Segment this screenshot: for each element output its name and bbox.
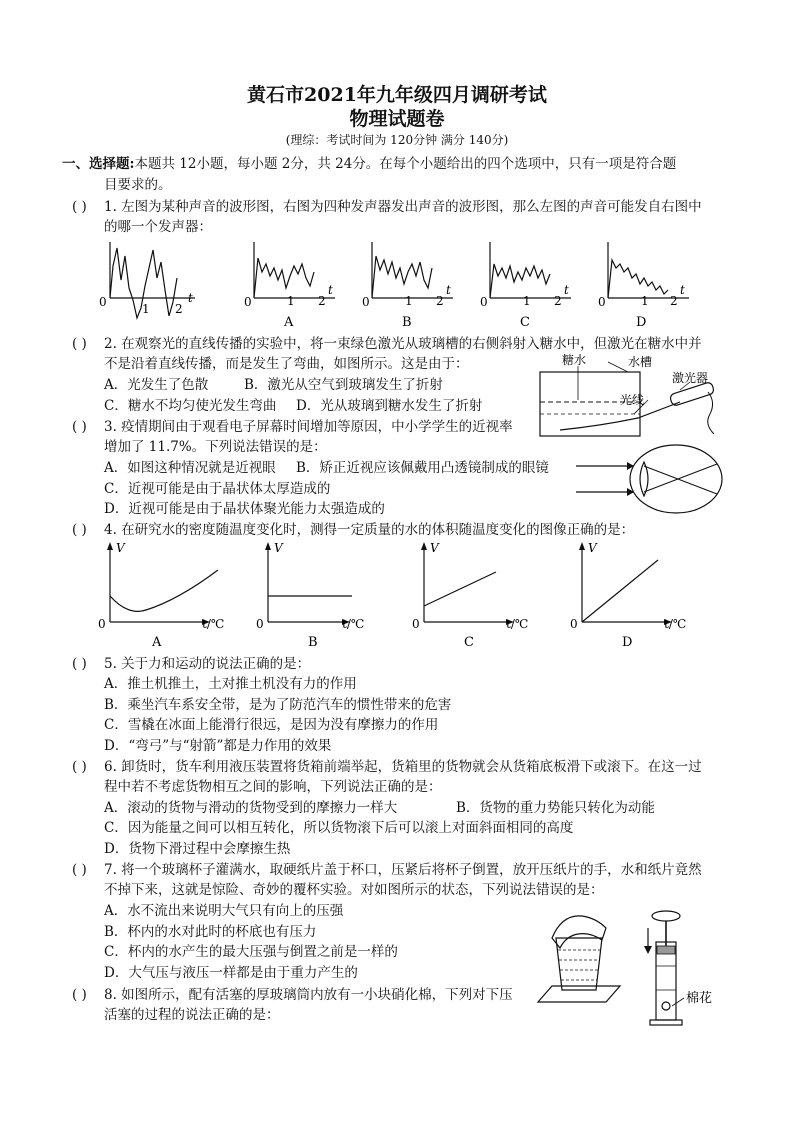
q2-label-tank: 水槽	[628, 355, 653, 369]
q5-option-b: B．乘坐汽车系安全带，是为了防范汽车的惯性带来的危害	[104, 697, 452, 713]
q1-C-tick-1: 1	[523, 294, 531, 308]
q3-paren: ( )	[72, 419, 87, 435]
q1-C-origin: 0	[480, 295, 488, 309]
q2-label-laser: 激光器	[672, 371, 709, 385]
q1-B-axis-t: t	[446, 283, 451, 297]
q4-A-axis-v: V	[116, 541, 125, 555]
q1-line1: 1. 左图为某种声音的波形图，右图为四种发声器发出声音的波形图，那么左图的声音可能发自右图中	[104, 199, 702, 215]
q1-A-axis-t: t	[328, 283, 333, 297]
q2-line1: 2. 在观察光的直线传播的实验中，将一束绿色激光从玻璃槽的右侧斜射入糖水中，但激光在糖水中并	[104, 336, 702, 352]
q1-label-C: C	[520, 315, 530, 330]
q4-D-axis-v: V	[588, 541, 597, 555]
q8-label-cotton: 棉花	[686, 991, 713, 1006]
q2-line2: 不是沿着直线传播，而是发生了弯曲，如图所示。这是由于：	[104, 356, 469, 372]
q1-ref-tick-2: 2	[175, 302, 183, 316]
q1-A-origin: 0	[244, 295, 252, 309]
q1-D-tick-1: 1	[641, 294, 649, 308]
q7-option-a: A．水不流出来说明大气只有向上的压强	[104, 903, 344, 919]
q2-label-sugar-water: 糖水	[562, 353, 587, 367]
q8-line1: 8. 如图所示，配有活塞的厚玻璃筒内放有一小块硝化棉，下列对下压	[104, 987, 513, 1003]
q1-C-axis-t: t	[564, 283, 569, 297]
q4-B-axis-t: t/℃	[342, 617, 365, 631]
q7-option-b: B．杯内的水对此时的杯底也有压力	[104, 924, 317, 940]
q1-B-origin: 0	[362, 295, 370, 309]
q4-D-origin: 0	[570, 617, 578, 631]
q4-C-axis-v: V	[430, 541, 439, 555]
q1-paren: ( )	[72, 199, 87, 215]
q5-line1: 5. 关于力和运动的说法正确的是：	[104, 656, 311, 672]
q4-graph-D	[570, 540, 710, 650]
section-intro-text: 本题共 12小题，每小题 2分，共 24分。在每个小题给出的四个选项中，只有一项是符合题	[134, 156, 677, 172]
q6-option-c: C．因为能量之间可以相互转化，所以货物滚下后可以滚上对面斜面相同的高度	[104, 820, 574, 836]
q3-line2: 增加了 11.7%。下列说法错误的是：	[104, 439, 327, 455]
q6-line1: 6. 卸货时，货车利用液压装置将货箱前端举起，货箱里的货物就会从货箱底板滑下或滚下。在这一过	[104, 759, 702, 775]
q1-label-B: B	[402, 315, 412, 330]
q3-line1: 3. 疫情期间由于观看电子屏幕时间增加等原因，中小学学生的近视率	[104, 419, 513, 435]
q1-B-tick-1: 1	[405, 294, 413, 308]
q4-paren: ( )	[72, 522, 87, 538]
q6-option-a: A．滚动的货物与滑动的货物受到的摩擦力一样大	[104, 800, 398, 816]
q1-line2: 的哪一个发声器：	[104, 219, 212, 235]
q1-A-tick-2: 2	[318, 294, 326, 308]
q2-option-c: C．糖水不均匀使光发生弯曲	[104, 398, 277, 414]
q6-line2: 程中若不考虑货物相互之间的影响，下列说法正确的是：	[104, 779, 442, 795]
q6-option-b: B．货物的重力势能只转化为动能	[456, 800, 655, 816]
q5-option-d: D．“弯弓”与“射箭”都是力作用的效果	[104, 738, 332, 754]
q2-label-beam: 光线	[620, 393, 645, 407]
q4-label-A: A	[152, 635, 162, 650]
q7-inverted-cup-figure	[534, 908, 624, 1008]
section-intro	[62, 155, 676, 173]
q7-line2: 不掉下来，这就是惊险、奇妙的覆杯实验。对如图所示的状态，下列说法错误的是：	[104, 882, 604, 898]
q8-line2: 活塞的过程的说法正确的是：	[104, 1007, 280, 1023]
q1-D-origin: 0	[598, 295, 606, 309]
q1-label-A: A	[284, 315, 294, 330]
q1-ref-tick-1: 1	[142, 302, 150, 316]
q4-D-axis-t: t/℃	[664, 617, 687, 631]
q4-C-origin: 0	[412, 617, 420, 631]
q3-option-d: D．近视可能是由于晶状体聚光能力太强造成的	[104, 501, 385, 517]
q2-option-b: B．激光从空气到玻璃发生了折射	[244, 377, 443, 393]
q1-A-tick-1: 1	[287, 294, 295, 308]
q5-option-a: A．推土机推土，土对推土机没有力的作用	[104, 676, 357, 692]
q3-option-c: C．近视可能是由于晶状体太厚造成的	[104, 481, 331, 497]
q5-option-c: C．雪橇在冰面上能滑行很远，是因为没有摩擦力的作用	[104, 717, 439, 733]
q3-option-b: B．矫正近视应该佩戴用凸透镜制成的眼镜	[296, 460, 549, 476]
q3-eye-figure	[572, 440, 732, 520]
q7-option-d: D．大气压与液压一样都是由于重力产生的	[104, 965, 358, 981]
section-label: 一、选择题:	[62, 156, 135, 172]
q4-graph-B	[256, 540, 396, 650]
q4-B-axis-v: V	[274, 541, 283, 555]
q4-graph-A	[98, 540, 238, 650]
q4-A-origin: 0	[98, 617, 106, 631]
q4-label-B: B	[308, 635, 318, 650]
q2-option-a: A．光发生了色散	[104, 377, 209, 393]
q3-option-a: A．如图这种情况就是近视眼	[104, 460, 276, 476]
q7-option-c: C．杯内的水产生的最大压强与倒置之前是一样的	[104, 944, 398, 960]
q8-piston-cylinder-figure	[636, 906, 728, 1028]
q1-wave-D	[594, 238, 694, 330]
q1-label-D: D	[636, 315, 647, 330]
q1-ref-origin: 0	[99, 295, 107, 309]
q5-paren: ( )	[72, 656, 87, 672]
section-intro-line2: 目要求的。	[104, 177, 172, 193]
q4-graph-C	[412, 540, 552, 650]
q4-A-axis-t: t/℃	[202, 617, 225, 631]
q7-line1: 7. 将一个玻璃杯子灌满水，取硬纸片盖于杯口，压紧后将杯子倒置，放开压纸片的手，水和纸片竟然	[104, 862, 702, 878]
q1-wave-C	[476, 238, 576, 330]
q1-wave-B	[358, 238, 458, 330]
exam-info: (理综：考试时间为 120分钟 满分 140分)	[285, 133, 509, 147]
exam-subject: 物理试题卷	[349, 108, 445, 130]
q6-option-d: D．货物下滑过程中会摩擦生热	[104, 841, 291, 857]
q4-line1: 4. 在研究水的密度随温度变化时，测得一定质量的水的体积随温度变化的图像正确的是：	[104, 522, 635, 538]
q2-paren: ( )	[72, 336, 87, 352]
q1-B-tick-2: 2	[436, 294, 444, 308]
exam-title: 黄石市2021年九年级四月调研考试	[247, 84, 547, 106]
q6-paren: ( )	[72, 759, 87, 775]
q4-label-D: D	[622, 635, 633, 650]
q7-paren: ( )	[72, 862, 87, 878]
q1-ref-axis-t: t	[188, 291, 193, 305]
q1-D-axis-t: t	[680, 283, 685, 297]
q1-C-tick-2: 2	[554, 294, 562, 308]
q4-B-origin: 0	[256, 617, 264, 631]
q4-label-C: C	[464, 635, 474, 650]
q8-paren: ( )	[72, 987, 87, 1003]
q4-C-axis-t: t/℃	[506, 617, 529, 631]
q2-option-d: D．光从玻璃到糖水发生了折射	[296, 398, 483, 414]
q1-wave-A	[240, 238, 340, 330]
q2-laser-tank-figure	[530, 352, 730, 444]
q1-D-tick-2: 2	[670, 294, 678, 308]
q1-reference-wave	[95, 238, 205, 324]
